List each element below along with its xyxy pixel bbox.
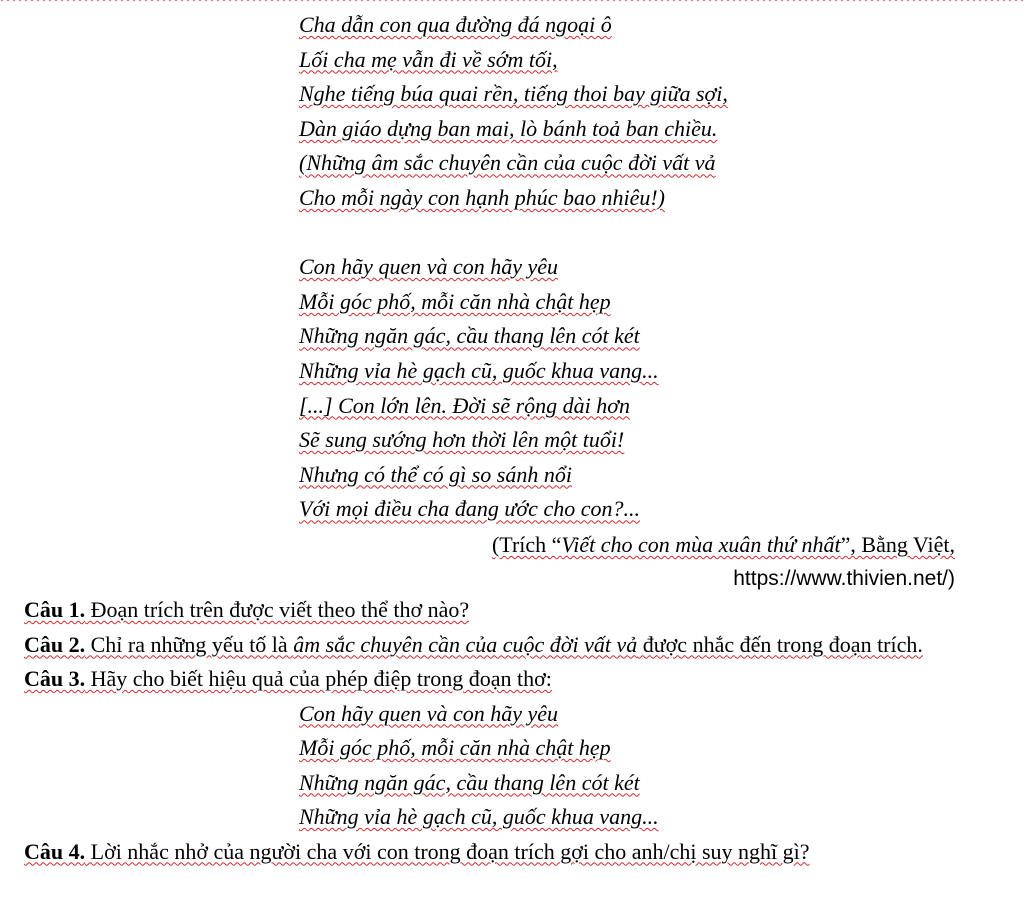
question-emphasis: âm sắc chuyên cần của cuộc đời vất vả (293, 631, 638, 657)
poem-line: Mỗi góc phố, mỗi căn nhà chật hẹp (299, 288, 611, 314)
citation-close: ”, Bằng Việt, (840, 532, 955, 557)
question-3 (24, 662, 964, 697)
question-4 (24, 835, 964, 870)
question-label: Câu 2. (24, 631, 86, 657)
poem-line: Cho mỗi ngày con hạnh phúc bao nhiêu!) (299, 184, 665, 210)
poem-line: Những vỉa hè gạch cũ, guốc khua vang... (299, 357, 659, 383)
citation-source-url: https://www.thivien.net/) (733, 567, 955, 590)
question-text: Chỉ ra những yếu tố là (85, 631, 294, 657)
poem-line: Lối cha mẹ vẫn đi về sớm tối, (299, 46, 558, 72)
poem-line: Dàn giáo dựng ban mai, lò bánh toả ban chiều. (299, 115, 718, 141)
poem-line: Con hãy quen và con hãy yêu (299, 254, 559, 280)
question-text: Đoạn trích trên được viết theo thể thơ nào? (85, 597, 470, 622)
question-text: Hãy cho biết hiệu quả của phép điệp trong đoạn thơ: (85, 666, 552, 691)
question-text: được nhắc đến trong đoạn trích. (637, 631, 923, 657)
question-3-poem (299, 697, 964, 835)
poem-line: Với mọi điều cha đang ước cho con?... (299, 496, 640, 522)
stanza-break (299, 216, 728, 251)
citation-title: Viết cho con mùa xuân thứ nhất (561, 532, 841, 557)
question-label: Câu 4. (24, 838, 86, 864)
citation (425, 528, 955, 596)
poem-line: Con hãy quen và con hãy yêu (299, 700, 559, 726)
poem-line: Sẽ sung sướng hơn thời lên một tuổi! (299, 427, 625, 453)
poem-excerpt (299, 8, 728, 527)
spellcheck-edge-decoration (0, 0, 1024, 4)
question-text: Lời nhắc nhở của người cha với con trong đoạn trích gợi cho anh/chị suy nghĩ gì? (85, 838, 810, 864)
question-label: Câu 3. (24, 666, 86, 691)
question-label: Câu 1. (24, 597, 86, 622)
poem-line: [...] Con lớn lên. Đời sẽ rộng dài hơn (299, 392, 631, 418)
poem-line: Cha dẫn con qua đường đá ngoại ô (299, 12, 612, 37)
poem-line: Mỗi góc phố, mỗi căn nhà chật hẹp (299, 735, 611, 760)
poem-line: (Những âm sắc chuyên cần của cuộc đời vất vả (299, 150, 716, 176)
poem-line: Những vỉa hè gạch cũ, guốc khua vang... (299, 804, 659, 829)
question-2 (24, 628, 964, 663)
question-list (24, 593, 964, 869)
poem-line: Những ngăn gác, cầu thang lên cót két (299, 769, 640, 795)
poem-line: Nghe tiếng búa quai rền, tiếng thoi bay giữa sợi, (299, 81, 728, 107)
poem-line: Nhưng có thể có gì so sánh nổi (299, 461, 572, 487)
question-1 (24, 593, 964, 628)
citation-line (425, 528, 955, 562)
citation-open: (Trích “ (491, 532, 562, 557)
poem-line: Những ngăn gác, cầu thang lên cót két (299, 323, 640, 349)
